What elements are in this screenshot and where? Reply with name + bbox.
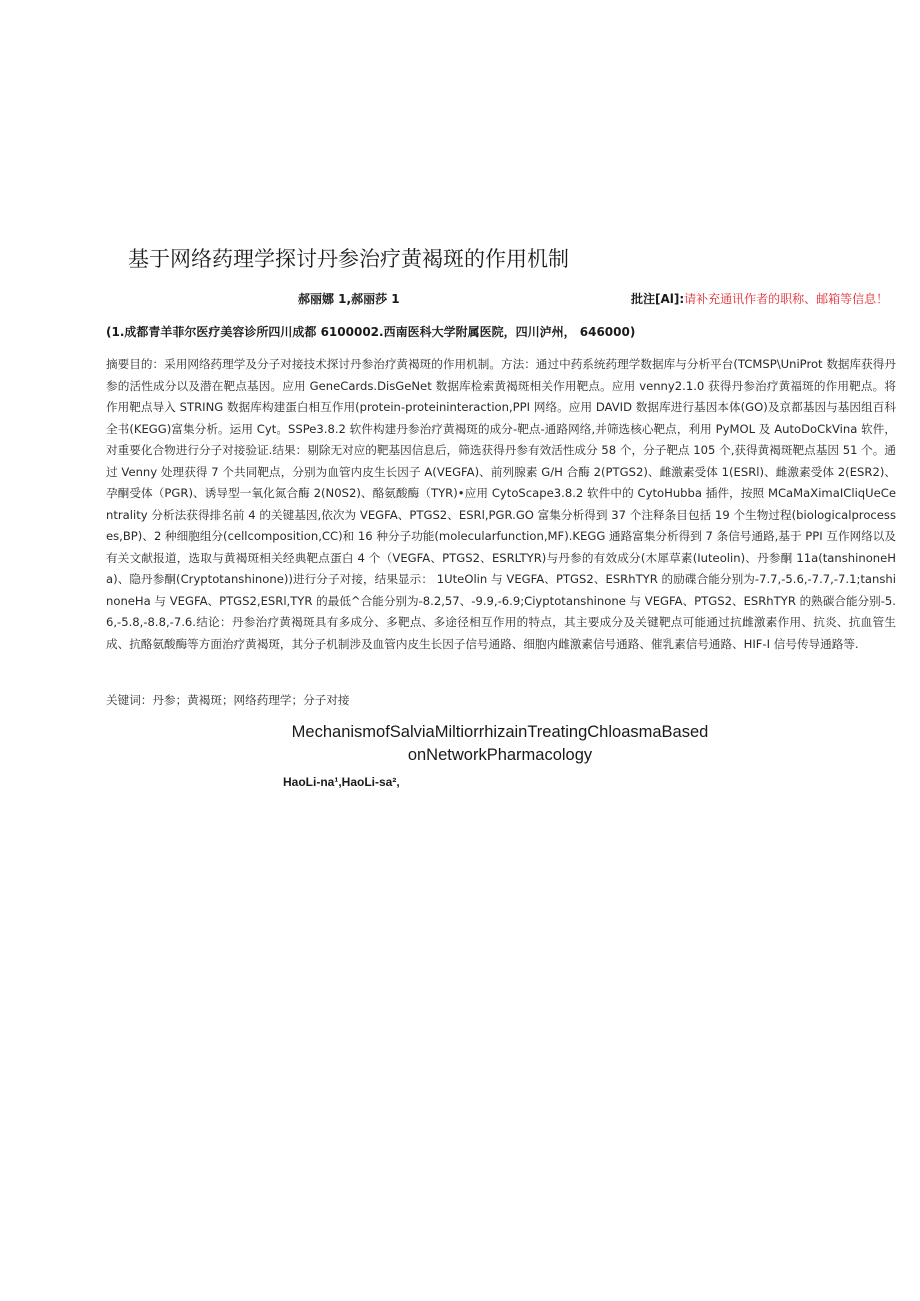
english-authors: HaoLi-na¹,HaoLi-sa², [283, 775, 400, 789]
abstract-paragraph: 摘要目的：采用网络药理学及分子对接技术探讨丹参治疗黄褐斑的作用机制。方法：通过中药系统药理学数据库与分析平台(TCMSP\UniProt 数据库获得丹参的活性成分以及潜在靶点基因。应用 GeneCards.DisGeNet 数据库检索黄褐斑相关作用靶点。应用 venny2.1.0 获得丹参治疗黄福斑的作用靶点。将作用靶点导入 STRING 数据库构建蛋白相互作用(protein-proteininteraction,PPI 网络。应用 DAVID 数据库进行基因本体(GO)及京都基因与基因组百科全书(KEGG)富集分析。运用 Cyt。SSPe3.8.2 软件构建丹参治疗黄褐斑的成分-靶点-通路网络,并筛选核心靶点，利用 PyMOL 及 AutoDoCkVina 软件，对重要化合物进行分子对接验证.结果：剔除无对应的靶基因信息后，筛选获得丹参有效活性成分 58 个，分子靶点 105 个,获得黄褐斑靶点基因 51 个。通过 Venny 处理获得 7 个共同靶点，分别为血管内皮生长因子 A(VEGFA)、前列腺素 G/H 合酶 2(PTGS2)、雌激素受体 1(ESRl)、雌激素受体 2(ESR2)、孕酮受体（PGR)、诱导型一氧化氮合酶 2(N0S2)、酪氨酸酶（TYR)•应用 CytoScape3.8.2 软件中的 CytoHubba 插件，按照 MCaMaXimaICliqUeCentrality 分析法获得排名前 4 的关键基因,依次为 VEGFA、PTGS2、ESRl,PGR.GO 富集分析得到 37 个注释条目包括 19 个生物过程(biologicalprocesses,BP)、2 种细胞组分(cellcomposition,CC)和 16 种分子功能(molecularfunction,MF).KEGG 通路富集分析得到 7 条信号通路,基于 PPI 互作网络以及有关文献报道，选取与黄褐斑相关经典靶点蛋白 4 个（VEGFA、PTGS2、ESRLTYR)与丹参的有效成分(木犀草素(Iuteolin)、丹参酮 11a(tanshinoneHa)、隐丹参酮(Cryptotanshinone))进行分子对接，结果显示： 1UteOlin 与 VEGFA、PTGS2、ESRhTYR 的励碟合能分别为-7.7,-5.6,-7.7,-7.1;tanshinoneHa 与 VEGFA、PTGS2,ESRl,TYR 的最低^合能分别为-8.2,57、-9.9,-6.9;Ciyptotanshinone 与 VEGFA、PTGS2、ESRhTYR 的熟碳合能分别-5.6,-5.8,-8.8,-7.6.结论：丹参治疗黄褐斑具有多成分、多靶点、多途径相互作用的特点，其主要成分及关键靶点可能通过抗雌激素作用、抗炎、抗血管生成、抗酪氨酸酶等方面治疗黄褐斑，其分子机制涉及血管内皮生长因子信号通路、细胞内雌激素信号通路、催乳素信号通路、HIF-I 信号传导通路等. [106, 357, 896, 651]
chinese-authors: 郝丽娜 1,郝丽莎 1 [298, 292, 400, 306]
page-title: 基于网络药理学探讨丹参治疗黄褐斑的作用机制 [128, 247, 569, 271]
english-title-line-1: MechanismofSalviaMiltiorrhizainTreatingChloasmaBased [291, 723, 709, 741]
review-comment[interactable] [631, 290, 888, 307]
comment-tag: 批注[Al]: [631, 292, 685, 306]
affiliation: (1.成都青羊菲尔医疗美容诊所四川成都 6100002.西南医科大学附属医院，四川泸州， 646000) [106, 325, 636, 339]
english-title [200, 721, 800, 767]
comment-text: 请补充通讯作者的职称、邮箱等信息！ [684, 292, 889, 306]
keywords: 关键词：丹参；黄褐斑；网络药理学；分子对接 [106, 693, 350, 707]
english-title-line-2: onNetworkPharmacology [407, 746, 593, 764]
